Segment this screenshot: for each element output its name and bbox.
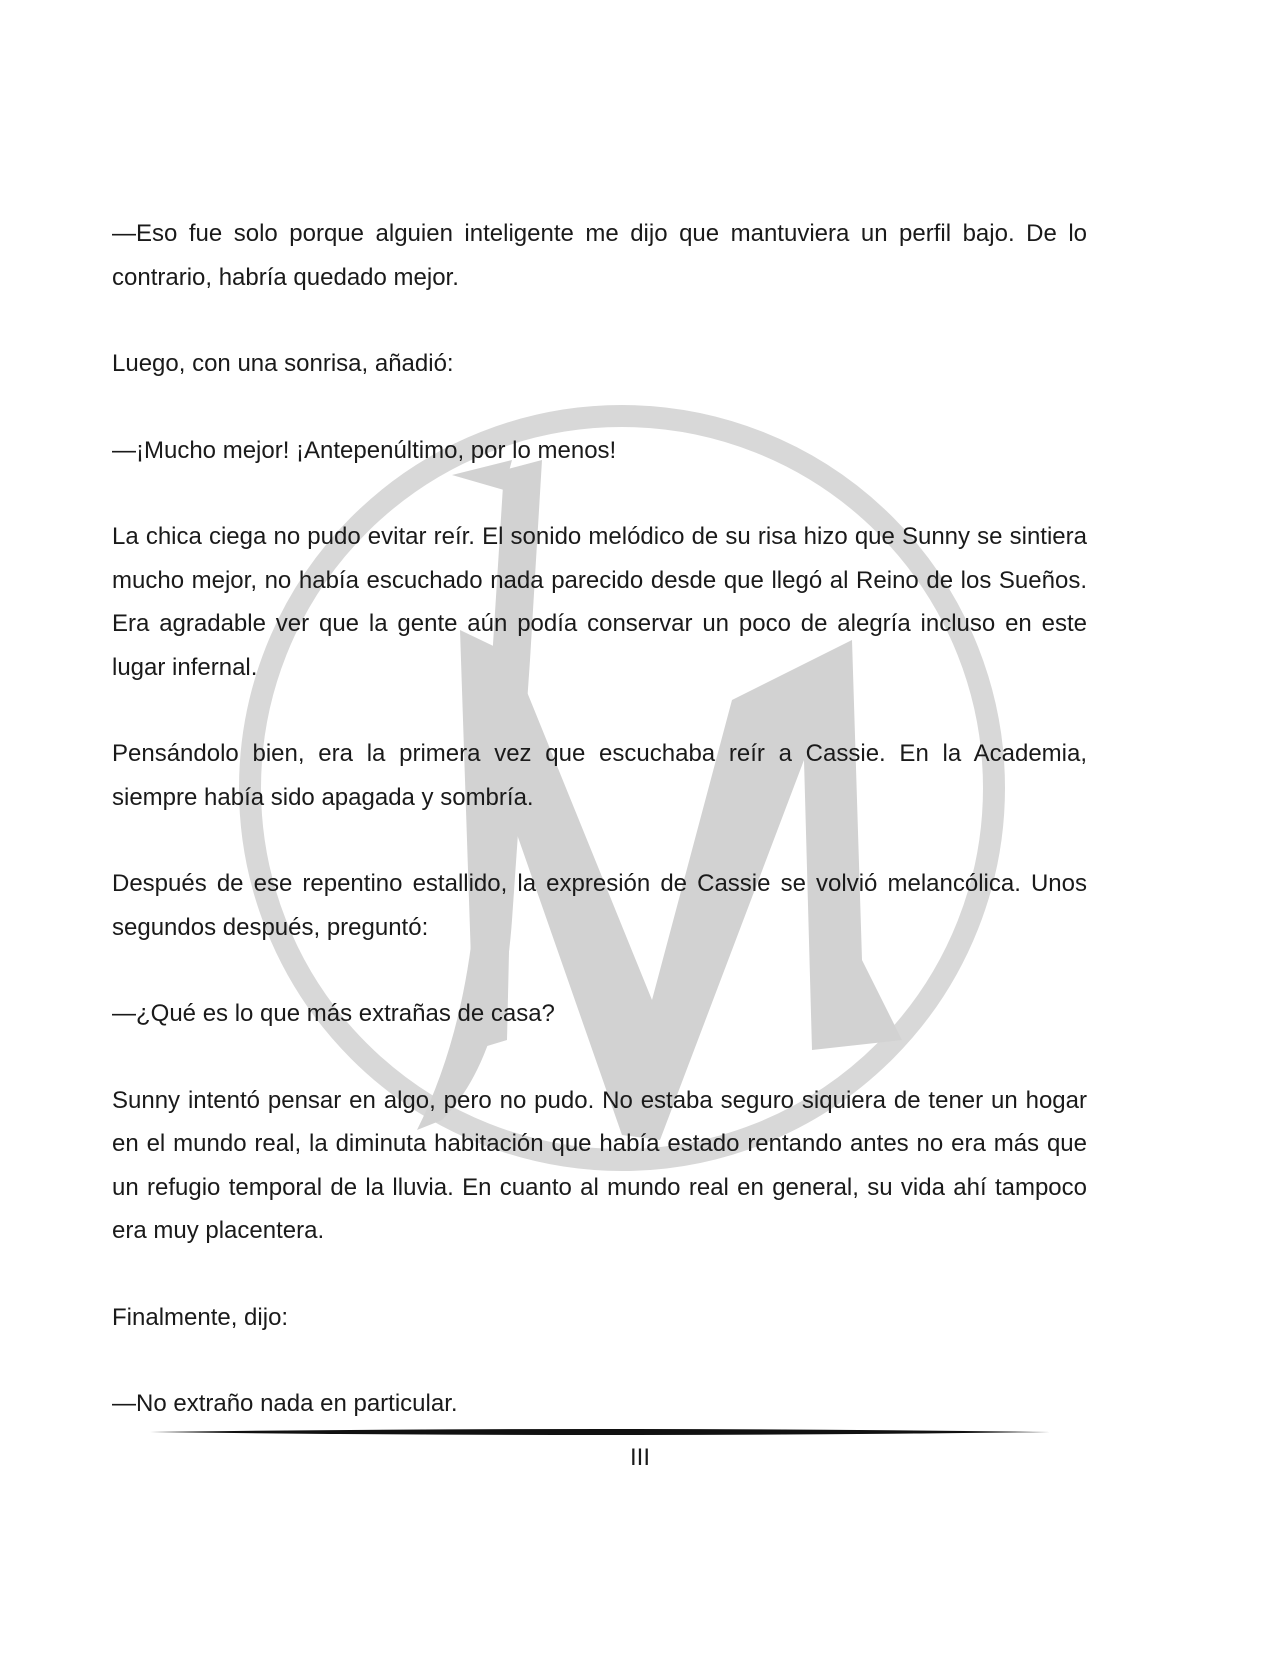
- paragraph: —¡Mucho mejor! ¡Antepenúltimo, por lo menos!: [112, 436, 617, 464]
- paragraph: Sunny intentó pensar en algo, pero no pudo. No estaba seguro siquiera de tener un hogar en el mundo real, la diminuta habitación que había estado rentando antes no era más que un refugio temporal de la lluvia. En cuanto al mundo real en general, su vida ahí tampoco era muy placentera.: [112, 1086, 1087, 1244]
- paragraph: —No extraño nada en particular.: [112, 1390, 458, 1417]
- paragraph: Después de ese repentino estallido, la expresión de Cassie se volvió melancólica. Unos segundos después, preguntó:: [112, 870, 1087, 941]
- paragraph: La chica ciega no pudo evitar reír. El sonido melódico de su risa hizo que Sunny se sintiera mucho mejor, no había escuchado nada parecido desde que llegó al Reino de los Sueños. Era agradable ver que la gente aún podía conservar un poco de alegría incluso en este lugar infernal.: [112, 523, 1087, 681]
- paragraph: Finalmente, dijo:: [112, 1303, 289, 1331]
- paragraph: Pensándolo bien, era la primera vez que escuchaba reír a Cassie. En la Academia, siempre había sido apagada y sombría.: [112, 740, 1087, 811]
- paragraph: Luego, con una sonrisa, añadió:: [112, 350, 454, 377]
- page-body: [112, 212, 1087, 1469]
- paragraph: —¿Qué es lo que más extrañas de casa?: [112, 1000, 555, 1027]
- page-number: III: [629, 1444, 650, 1471]
- paragraph: —Eso fue solo porque alguien inteligente me dijo que mantuviera un perfil bajo. De lo contrario, habría quedado mejor.: [112, 220, 1087, 291]
- page-footer-rule: [150, 1425, 1050, 1439]
